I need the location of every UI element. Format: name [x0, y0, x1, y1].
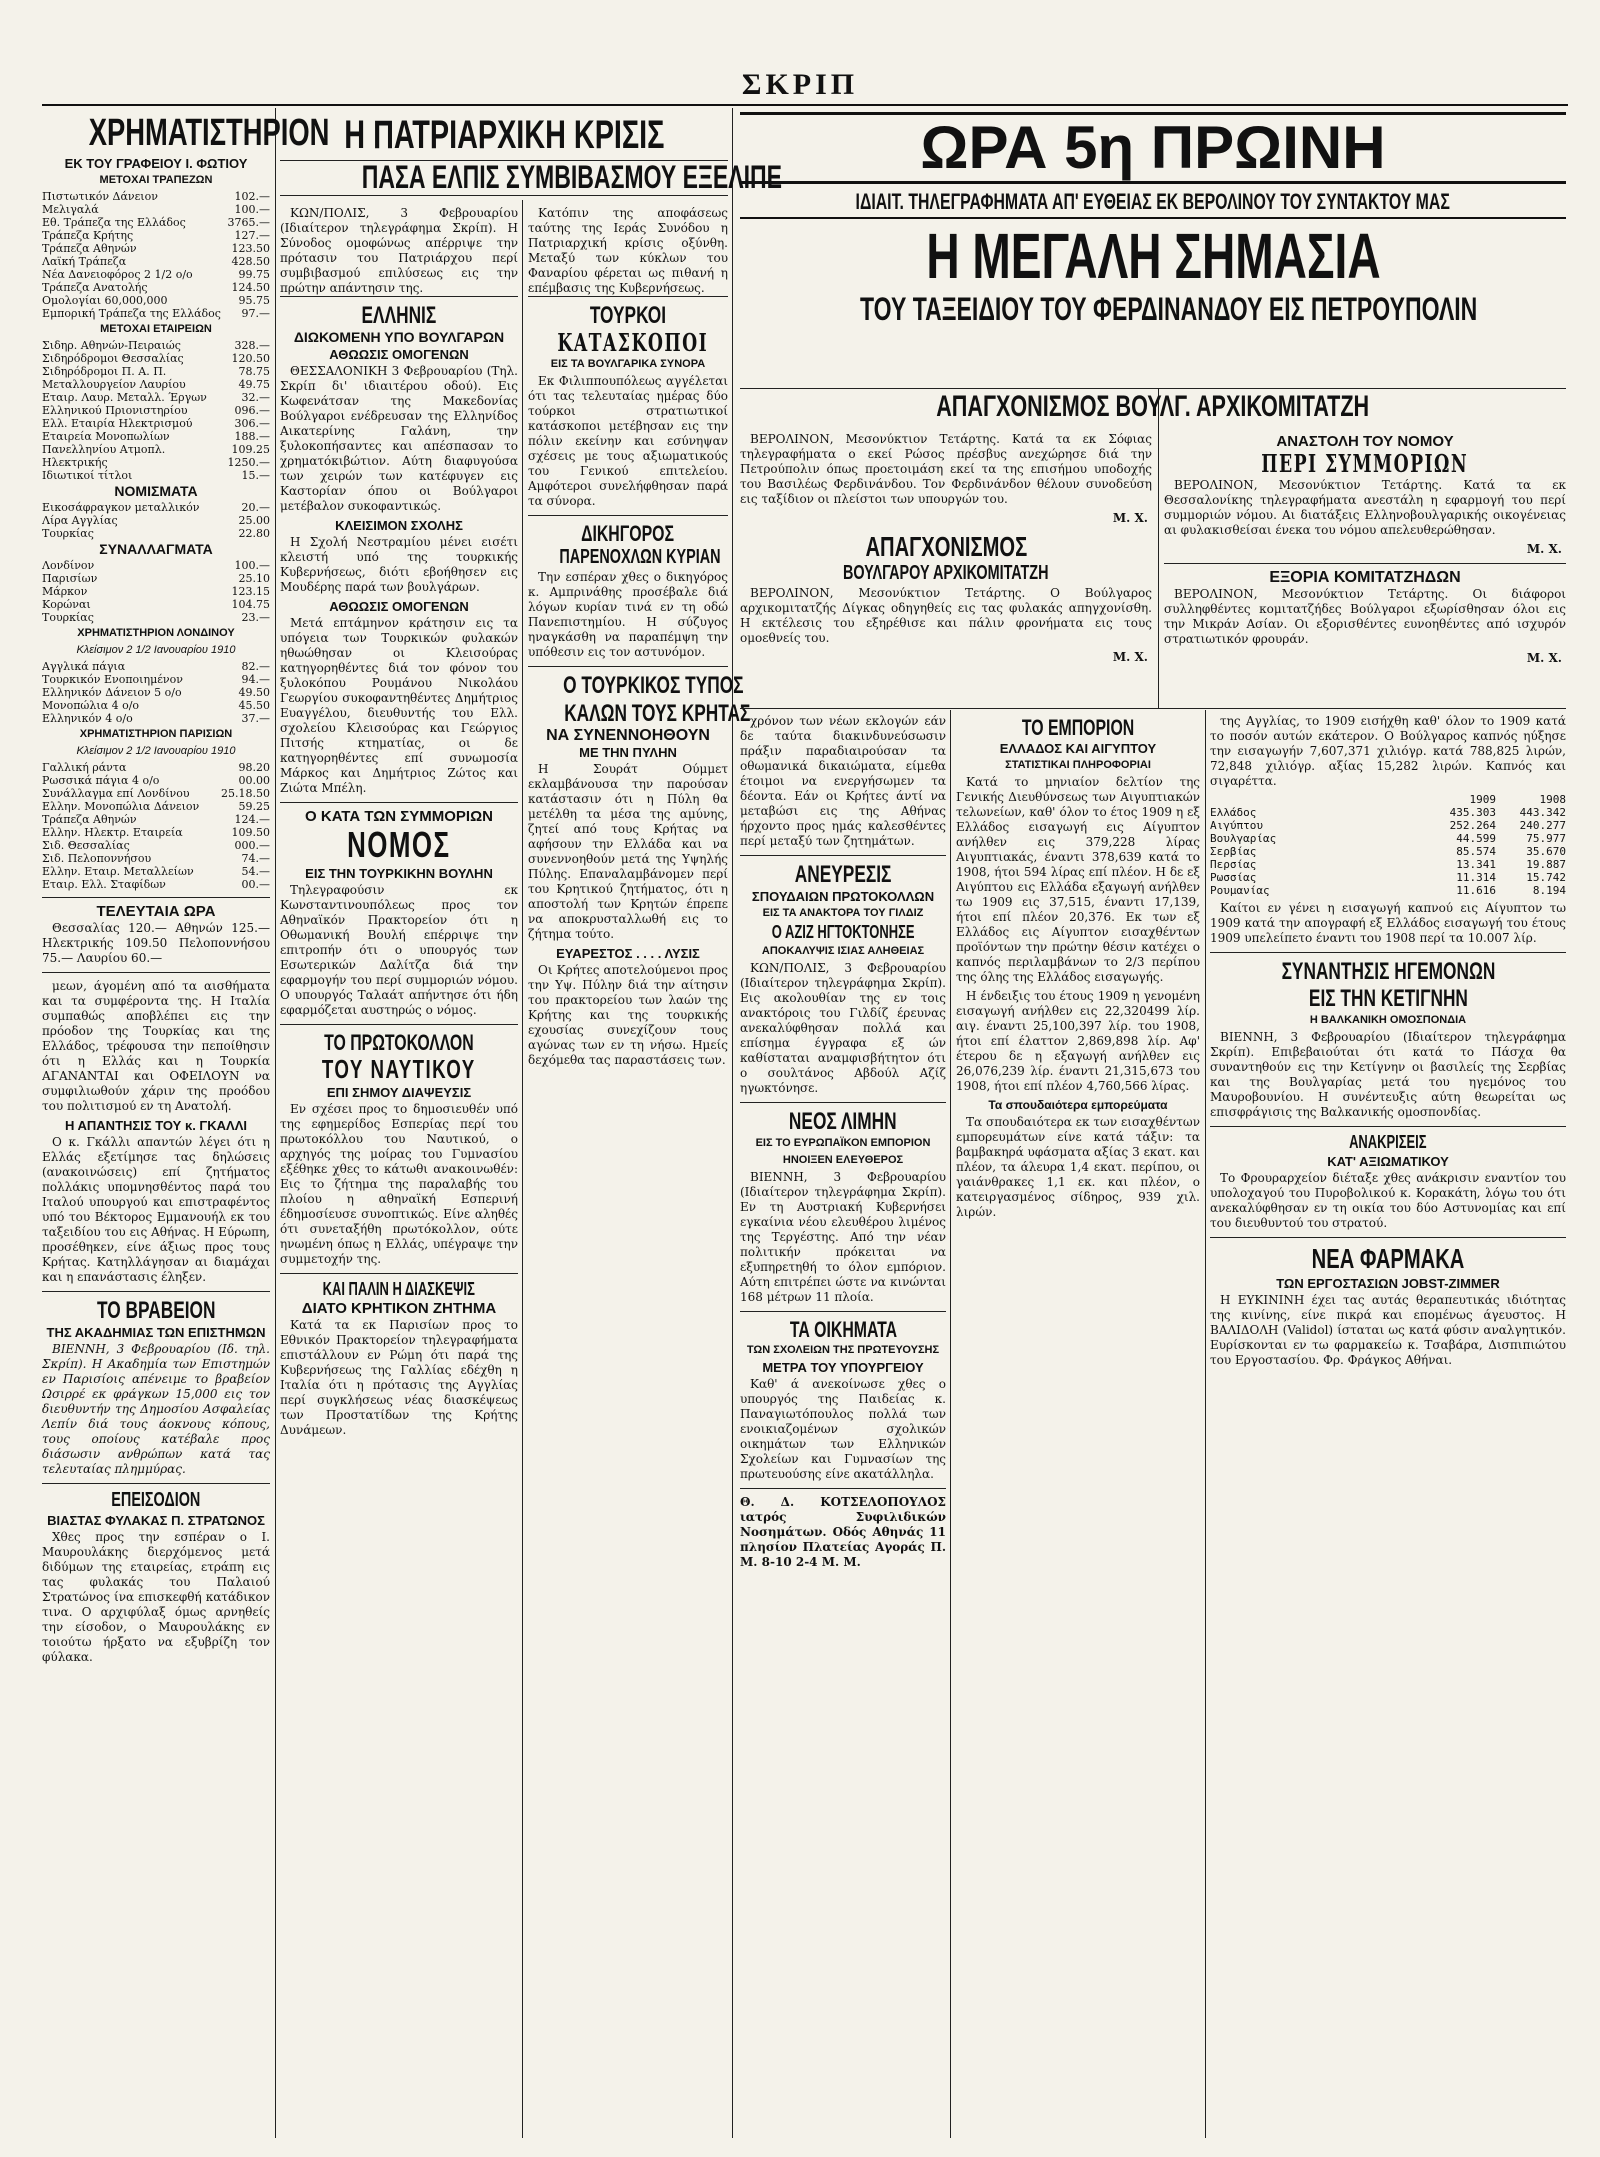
- table-row: Ρωσσίας 11.314 15.742: [1210, 871, 1566, 884]
- exchange-table: [42, 559, 270, 624]
- goods-heading: Τα σπουδαιότερα εμπορεύματα: [988, 1098, 1168, 1113]
- table-row: Ελλ. Εταιρία Ηλεκτρισμού 306.—: [42, 416, 270, 430]
- dawn-edition-title: ΩΡΑ 5η ΠΡΩΙΝΗ: [740, 112, 1566, 184]
- table-row: Πανελληνίου Ατμοπλ. 109.25: [42, 442, 270, 456]
- column-rule: [1205, 710, 1206, 2138]
- london-exchange-heading: ΧΡΗΜΑΤΙΣΤΗΡΙΟΝ ΛΟΝΔΙΝΟΥ: [77, 626, 235, 639]
- spies-subtitle: ΕΙΣ ΤΑ ΒΟΥΛΓΑΡΙΚΑ ΣΥΝΟΡΑ: [550, 358, 706, 371]
- divider: [740, 1488, 946, 1489]
- bank-shares-heading: ΜΕΤΟΧΑΙ ΤΡΑΠΕΖΩΝ: [99, 173, 213, 186]
- signature: Μ. Χ.: [1526, 542, 1562, 557]
- patriarchal-crisis-title: Η ΠΑΤΡΙΑΡΧΙΚΗ ΚΡΙΣΙΣ: [343, 113, 665, 157]
- acquittal-heading-2: ΑΘΩΩΣΙΣ ΟΜΟΓΕΝΩΝ: [329, 599, 469, 615]
- currencies-heading: ΝΟΜΙΣΜΑΤΑ: [114, 482, 198, 499]
- new-drugs-title: ΝΕΑ ΦΑΡΜΑΚΑ: [1311, 1243, 1465, 1275]
- tobacco-table: [1210, 793, 1566, 897]
- meeting-subtitle: ΕΙΣ ΤΗΝ ΚΕΤΙΓΝΗΝ: [1308, 985, 1468, 1013]
- divider: [528, 515, 728, 516]
- divider: [42, 1483, 270, 1484]
- lawyer-text: Την εσπέραν χθες ο δικηγόρος κ. Αμπρινάθης προσέβαλε διά λόγων κυρίαν τινά εν τη οδώ Πανεπιστημίου. Η σύζυγος ηναγκάσθη να παραπέμψη την υπόθεσιν εις τον αστυνόμον.: [528, 570, 728, 660]
- conference-text: Κατά τα εκ Παρισίων προς το Εθνικόν Πρακτορείον τηλεγραφήματα επιστάλλουν εν Ρώμη ότι παρά της Κυβερνήσεως της Γαλλίας εδέχθη η Ιταλία ότι η πρότασις της Αγγλίας περί συγκλήσεως νέας διασκέψεως των Προστατίδων της Κρήτης Δυνάμεων.: [280, 1318, 518, 1438]
- berlin-dispatch-text: ΒΕΡΟΛΙΝΟΝ, Μεσονύκτιον Τετάρτης. Κατά τα εκ Σόφιας τηλεγραφήματα ο εκεί Ρώσος πρέσβυς ανεχώρησε διά την Πετρούπολιν όπως προετοιμάση εκεί τα της επισήμου υποδοχής του Βασιλέως Φερδινάνδου. Τον Φερδινάνδον θέλουν συνοδεύση εις ταξίδιον οι πλείστοι των υπουργών του.: [740, 432, 1152, 506]
- table-row: Μεταλλουργείον Λαυρίου 49.75: [42, 377, 270, 391]
- table-row: Λονδίνον 100.—: [42, 558, 270, 572]
- table-row: Αγγλικά πάγια 82.—: [42, 659, 270, 673]
- section-rule: [740, 708, 1566, 709]
- divider: [42, 1291, 270, 1292]
- column-six: [740, 714, 946, 2138]
- bands-law-title: Ο ΚΑΤΑ ΤΩΝ ΣΥΜΜΟΡΙΩΝ: [305, 808, 493, 826]
- lawyer-subtitle: ΠΑΡΕΝΟΧΛΩΝ ΚΥΡΙΑΝ: [559, 546, 721, 569]
- divider: [280, 802, 518, 803]
- company-shares-table: [42, 339, 270, 482]
- table-row: Μάρκον 123.15: [42, 584, 270, 598]
- patriarchal-crisis-text-left: [280, 206, 518, 295]
- dawn-edition-header: [740, 112, 1566, 388]
- patriarchal-crisis-text-right: [528, 206, 728, 295]
- dawn-edition-strap: ΙΔΙΑΙΤ. ΤΗΛΕΓΡΑΦΗΜΑΤΑ ΑΠ' ΕΥΘΕΙΑΣ ΕΚ ΒΕΡΟΛΙΝΟΥ ΤΟΥ ΣΥΝΤΑΚΤΟΥ ΜΑΣ: [740, 190, 1566, 219]
- greek-woman-subtitle: ΔΙΩΚΟΜΕΝΗ ΥΠΟ ΒΟΥΛΓΑΡΩΝ: [293, 329, 505, 346]
- divider: [528, 296, 728, 297]
- new-drugs-subtitle: ΤΩΝ ΕΡΓΟΣΤΑΣΙΩΝ JOBST-ZIMMER: [1276, 1275, 1500, 1291]
- table-row: Γαλλική ράντα 98.20: [42, 760, 270, 774]
- commerce-text: Κατά το μηνιαίον δελτίον της Γενικής Διευθύνσεως των Αιγυπτιακών τελωνείων, καθ' όλον το έτος 1909 η εξ Ελλάδος εισαγωγή εις Αίγυπτον ανήλθεν εις 379,228 λίρας Αιγυπτιακάς, έναντι 378,639 κατά το 1908, ήτοι 594 λίρας επί πλέον. Η δε εξ Αιγύπτου εις Ελλάδα εξαγωγή ανήλθεν τω 1909 εις 37,515, έναντι 17,139, ήτοι επί πλέον 20,376. Εκ των εξ Ελλάδος εις Αίγυπτον εισαχθέντων προϊόντων την πρώτην θέσιν κατέχει ο καπνός περιλαμβάνων το 2/3 περίπου της όλης της Ελλάδος εισαγωγής.: [956, 775, 1200, 985]
- divider: [528, 666, 728, 667]
- protocol-big: ΤΟΥ ΝΑΥΤΙΚΟΥ: [322, 1054, 476, 1085]
- column-eight: [1210, 714, 1566, 2138]
- hanging-title: ΑΠΑΓΧΟΝΙΣΜΟΣ: [865, 531, 1027, 562]
- table-row: Τράπεζα Κρήτης 127.—: [42, 228, 270, 242]
- column-rule: [950, 710, 951, 2138]
- patriarchal-crisis-subtitle: ΠΑΣΑ ΕΛΠΙΣ ΣΥΜΒΙΒΑΣΜΟΥ ΕΞΕΛΙΠΕ: [280, 160, 728, 196]
- meeting-title: ΣΥΝΑΝΤΗΣΙΣ ΗΓΕΜΟΝΩΝ: [1281, 958, 1495, 985]
- continued-text: χρόνον των νέων εκλογών εάν δε ταύτα διακινδυνεύσωσιν πράξιν παραδιαιρούσαν τα οθωμανικά δικαιώματα, είμεθα έτοιμοι να ενεργήσωμεν τα δέοντα. Εάν οι Κρήτες άντί να μεταβώσι εις της Αθήνας ήρχοντο προς ημάς καλεσθέντες περί μεταξύ των ζητημάτων.: [740, 714, 946, 848]
- incident-title: ΕΠΕΙΣΟΔΙΟΝ: [111, 1489, 201, 1512]
- protocol-title: ΤΟ ΠΡΩΤΟΚΟΛΛΟΝ: [324, 1029, 474, 1055]
- table-row: Τουρκίας 22.80: [42, 526, 270, 540]
- table-row: Ελλην. Ηλεκτρ. Εταιρεία 109.50: [42, 825, 270, 839]
- table-row: Τουρκικόν Ενοποιημένον 94.—: [42, 672, 270, 686]
- table-row: Ομολογίαι 60,000,000 95.75: [42, 293, 270, 307]
- discovery-big: Ο ΑΖΙΖ ΗΓΤΟΚΤΟΝΗΣΕ: [771, 922, 915, 943]
- divider: [1164, 563, 1566, 564]
- table-row: Λαϊκή Τράπεζα 428.50: [42, 254, 270, 268]
- continued-text: μεων, άγομένη από τα αισθήματα και τα συμφέροντα της. Η Ιταλία συμπαθώς αποβλέπει εις την πρόοδον της Τουρκίας και της Ελλάδος, τρέφουσα την πεποίθησιν ότι η Ελλάς και η Τουρκία ΑΓΑΝΑΝΤΑΙ και ΟΦΕΙΛΟΥΝ να συμφιλιωθούν χάριν της προόδου του πολιτισμού εν τη Ανατολή.: [42, 978, 270, 1113]
- commerce-subtitle-2: ΣΤΑΤΙΣΤΙΚΑΙ ΠΛΗΡΟΦΟΡΙΑΙ: [1005, 759, 1151, 772]
- divider: [42, 897, 270, 898]
- paris-date: Κλείσιμον 2 1/2 Ιανουαρίου 1910: [76, 744, 236, 757]
- divider: [42, 972, 270, 973]
- divider: [1210, 1237, 1566, 1238]
- goods-text: Τα σπουδαιότερα εκ των εισαχθέντων εμπορευμάτων είνε κατά τάξιν: τα βαμβακηρά υφάσματα αξίας 3 εκατ. και πλέον, τα άλευρα 1,4 εκατ. περίπου, οι γαιάνθρακες 1,1 εκ. και πλέον, ο κατειργασμένος σίδηρος, 939 χιλ. λιρών.: [956, 1115, 1200, 1220]
- table-row: 1909 1908: [1469, 793, 1566, 806]
- turkish-press-big: ΚΑΛΩΝ ΤΟΥΣ ΚΡΗΤΑΣ: [564, 699, 751, 727]
- tobacco-text-2: Καίτοι εν γένει η εισαγωγή καπνού εις Αίγυπτον τω 1909 κατά την απογραφή εξ Ελλάδος εισαγωγή του έτους 1909 υπελείπετο έναντι του 1908 περί τα 10.007 λίρ.: [1210, 901, 1566, 945]
- table-row: Περσίας 13.341 19.887: [1210, 858, 1566, 871]
- great-significance-title: Η ΜΕΓΑΛΗ ΣΗΜΑΣΙΑ: [925, 220, 1381, 293]
- bands-law-text: Τηλεγραφούσιν εκ Κωνσταντινουπόλεως προς τον Αθηναϊκόν Πρακτορείον ότι η Οθωμανική Βουλή επέρριψε την επιτροπήν ότι ο υπουργός των Εσωτερικών Δαλίτζα διά την εφαρμογήν του περί συμμοριών νόμου. Ο υπουργός Ταλαάτ απήντησε ότι ήδη εφαρμόζεται αυστηρώς ο νόμος.: [280, 882, 518, 1017]
- discovery-subtitle: ΣΠΟΥΔΑΙΩΝ ΠΡΩΤΟΚΟΛΛΩΝ: [751, 889, 935, 905]
- hanging-headline-wrap: [740, 388, 1566, 429]
- table-row: Τράπεζα Ανατολής 124.50: [42, 280, 270, 294]
- commerce-text-2: Η ένδειξις του έτους 1909 η γενομένη εισαγωγή ανήλθεν εις 22,320499 λίρ. αιγ. έναντι 25,100,397 λίρ. του 1908, ήτοι επί έλαττον 2,869,898 λίρ. Αφ' έτερου δε η εξαγωγή ανήλθεν εις 26,076,239 λίρ. έναντι 21,315,673 του 1908, ήτοι επί πλέον 4,760,566 λίρας.: [956, 989, 1200, 1094]
- spies-big: ΚΑΤΑΣΚΟΠΟΙ: [557, 328, 709, 358]
- table-row: Τράπεζα Αθηνών 123.50: [42, 241, 270, 255]
- signature: Μ. Χ.: [1112, 511, 1148, 525]
- new-port-title: ΝΕΟΣ ΛΙΜΗΝ: [789, 1108, 897, 1136]
- table-row: Σιδηρόδρομοι Θεσσαλίας 120.50: [42, 351, 270, 365]
- table-row: Μονοπώλια 4 ο/ο 45.50: [42, 698, 270, 712]
- exile-title: ΕΞΟΡΙΑ ΚΟΜΙΤΑΤΖΗΔΩΝ: [1269, 569, 1461, 587]
- meeting-subtitle-2: Η ΒΑΛΚΑΝΙΚΗ ΟΜΟΣΠΟΝΔΙΑ: [1309, 1014, 1467, 1027]
- discovery-title: ΑΝΕΥΡΕΣΙΣ: [794, 861, 892, 888]
- table-row: Εθ. Τράπεζα της Ελλάδος 3765.—: [42, 215, 270, 229]
- commerce-subtitle: ΕΛΛΑΔΟΣ ΚΑΙ ΑΙΓΥΠΤΟΥ: [999, 741, 1157, 757]
- spies-text: Εκ Φιλιππουπόλεως αγγέλεται ότι τας τελευταίας ημέρας δύο τούρκοι στρατιωτικοί κατάσκοποι μετέβησαν εις την πόλιν εκείνην και εσύνηψαν σχέσεις με τους αξιωματικούς του Γενικού επιτελείου. Αμφότεροι συνελήφθησαν παρά τα σύνορα.: [528, 374, 728, 509]
- patriarchal-crisis-headline: [280, 112, 782, 202]
- school-closure-text: Η Σχολή Νεστραμίου μένει εισέτι κλειστή υπό της τουρκικής Κυβερνήσεως, διότι εβοήθησεν εις Μουδέρης παρά των βουλγάρων.: [280, 535, 518, 595]
- last-hour-text: Θεσσαλίας 120.— Αθηνών 125.— Ηλεκτρικής 109.50 Πελοποννήσου 75.— Λαυρίου 60.—: [42, 920, 270, 965]
- buildings-text: Καθ' ά ανεκοίνωσε χθες ο υπουργός της Παιδείας κ. Παναγιωτόπουλος πολλά των ενοικιαζομένων σχολικών οικημάτων των Ελληνικών Σχολείων και Γυμνασίων της πρωτευούσης είνε ακατάλληλα.: [740, 1377, 946, 1482]
- table-row: Ιδιωτικοί τίτλοι 15.—: [42, 468, 270, 482]
- petersburg-trip-title: ΤΟΥ ΤΑΞΕΙΔΙΟΥ ΤΟΥ ΦΕΡΔΙΝΑΝΔΟΥ ΕΙΣ ΠΕΤΡΟΥΠΟΛΙΝ: [860, 291, 1478, 328]
- inquiries-text: Το Φρουραρχείον διέταξε χθες ανάκρισιν εναντίον του υπολοχαγού του Πυροβολικού κ. Κορακάτη, λόγω του ότι ανεκαλύφθησαν εν τη οικία του δύο Αστυνομίας και επί του διευθυντού του στρατού.: [1210, 1171, 1566, 1231]
- turkish-press-subtitle: ΝΑ ΣΥΝΕΝΝΟΗΘΟΥΝ: [546, 726, 710, 744]
- table-row: Νέα Δανειοφόρος 2 1/2 ο/ο 99.75: [42, 267, 270, 281]
- paris-table: [42, 761, 270, 891]
- inquiries-title: ΑΝΑΚΡΙΣΕΙΣ: [1349, 1132, 1427, 1153]
- table-row: Ελλην. Μονοπώλια Δάνειον 59.25: [42, 799, 270, 813]
- table-row: Μελιγαλά 100.—: [42, 202, 270, 216]
- doctor-ad: Θ. Δ. ΚΟΤΣΕΛΟΠΟΥΛΟΣ ιατρός Συφιλιδικών Νοσημάτων. Οδός Αθηνάς 11 πλησίον Πλατείας Αγοράς Π. Μ. 8-10 2-4 Μ. Μ.: [740, 1495, 946, 1570]
- markets-title: ΧΡΗΜΑΤΙΣΤΗΡΙΟΝ: [88, 112, 330, 154]
- suspension-big: ΠΕΡΙ ΣΥΜΜΟΡΙΩΝ: [1261, 449, 1469, 478]
- table-row: Τράπεζα Αθηνών 124.—: [42, 812, 270, 826]
- hanging-text: ΒΕΡΟΛΙΝΟΝ, Μεσονύκτιον Τετάρτης. Ο Βούλγαρος αρχικομιτατζής Δίγκας οδηγηθείς εις τας φυλακάς απηγχονίσθη. Η εκτέλεσις του εξηρέθισε και πάλιν φρονήματα εις τους ομοεθνείς του.: [740, 586, 1152, 646]
- turkish-press-subtitle-2: ΜΕ ΤΗΝ ΠΥΛΗΝ: [579, 744, 677, 760]
- suspension-text: ΒΕΡΟΛΙΝΟΝ, Μεσονύκτιον Τετάρτης. Κατά τα εκ Θεσσαλονίκης τηλεγραφήματα ανεστάλη η εφαρμογή του περί συμμοριών νόμου. Αι διατάξεις Ελληνοβουλγαρικής οικογένειας αι φυλακισθείσαι ένεκα του νόμου απελευθερώθησαν.: [1164, 478, 1566, 538]
- table-row: Εμπορική Τράπεζα της Ελλάδος 97.—: [42, 306, 270, 320]
- table-row: Συνάλλαγμα επί Λονδίνου 25.18.50: [42, 786, 270, 800]
- table-row: Εικοσάφραγκον μεταλλικόν 20.—: [42, 500, 270, 514]
- pleasant-solution-heading: ΕΥΑΡΕΣΤΟΣ . . . . ΛΥΣΙΣ: [556, 945, 700, 961]
- column-three: [528, 290, 751, 2138]
- company-shares-heading: ΜΕΤΟΧΑΙ ΕΤΑΙΡΕΙΩΝ: [100, 322, 212, 335]
- divider: [740, 1102, 946, 1103]
- table-row: Ηλεκτρικής 1250.—: [42, 455, 270, 469]
- turkish-press-title: Ο ΤΟΥΡΚΙΚΟΣ ΤΥΠΟΣ: [563, 672, 744, 700]
- london-date: Κλείσιμον 2 1/2 Ιανουαρίου 1910: [76, 643, 236, 656]
- table-row: Λίρα Αγγλίας 25.00: [42, 513, 270, 527]
- table-row: Αιγύπτου 252.264 240.277: [1210, 819, 1566, 832]
- table-row: Σιδ. Θεσσαλίας 000.—: [42, 838, 270, 852]
- divider: [1210, 952, 1566, 953]
- new-port-text: ΒΙΕΝΝΗ, 3 Φεβρουαρίου (Ιδιαίτερον τηλεγράφημα Σκρίπ). Εν τη Αυστριακή Κυβερνήσει εγκαίνια νέου ελευθέρου λιμένος της Τεργέστης. Από την νέαν πολιτικήν πρόκειται να εξυπηρετηθή το όλον εμπόριον. Αύτη επιτρέπει ώστε να κινώνται 168 μέτρων 11 πλοία.: [740, 1170, 946, 1305]
- paris-exchange-heading: ΧΡΗΜΑΤΙΣΤΗΡΙΟΝ ΠΑΡΙΣΙΩΝ: [79, 727, 233, 740]
- greek-woman-title: ΕΛΛΗΝΙΣ: [361, 302, 437, 329]
- table-row: Σερβίας 85.574 35.670: [1210, 845, 1566, 858]
- column-two: [280, 290, 518, 2138]
- column-markets: [42, 112, 330, 2142]
- table-row: Εταιρ. Λαυρ. Μεταλλ. Έργων 32.—: [42, 390, 270, 404]
- bands-law-big: ΝΟΜΟΣ: [347, 824, 451, 866]
- incident-text: Χθες προς την εσπέραν ο Ι. Μαυρουλάκης διερχόμενος μετά διδύμων της εταιρείας, ετράπη εις τας φυλακάς του Παλαιού Στρατώνος ίνα επισκεφθή κατάδικον τινα. Ο αρχιφύλαξ όμως αρνηθείς την είσοδον, ο Μαυρουλάκης εν τοιούτω ήρξατο να εξυβρίζη τον φύλακα.: [42, 1530, 270, 1665]
- turkish-press-text: Η Σουράτ Ούμμετ εκλαμβάνουσα την παρούσαν κατάστασιν ότι η Πύλη θα μετέλθη τα μέσα της αμύνης, ζητεί από τους Κρήτας να αφήσουν την Ελλάδα και να συνεννοηθούν μετά της Υψηλής Πύλης. Επαναλαμβάνομεν περί του Κρητικού ζητήματος, ότι η αποστολή των Κρητών έπρεπε να αποκρυσταλλωθή εις το ζήτημα τούτο.: [528, 761, 728, 941]
- bands-law-subtitle: ΕΙΣ ΤΗΝ ΤΟΥΡΚΙΚΗΝ ΒΟΥΛΗΝ: [305, 865, 493, 881]
- table-row: Ελληνικόν 4 ο/ο 37.—: [42, 711, 270, 725]
- conference-title: ΚΑΙ ΠΑΛΙΝ Η ΔΙΑΣΚΕΨΙΣ: [322, 1279, 476, 1300]
- galli-reply-text: Ο κ. Γκάλλι απαντών λέγει ότι η Ελλάς εξετίμησε τας δηλώσεις (ανακοινώσεις) επί ζητήματος πολλάκις υπομνησθέντος παρά του Ιταλού υπουργού και επιστραφέντος υπό του Βέκτορος Εμμανουήλ εκ του ταξειδίου του εις Αθήνας. Η Εύρωπη, προσέθηκεν, είνε άξιως προς τους Κρήτας. Κατηλλάγησαν αι διαμάχαι και η επανάστασις έληξεν.: [42, 1134, 270, 1284]
- divider: [280, 1024, 518, 1025]
- inquiries-subtitle: ΚΑΤ' ΑΞΙΩΜΑΤΙΚΟΥ: [1327, 1154, 1449, 1170]
- london-table: [42, 660, 270, 725]
- divider: [280, 1273, 518, 1274]
- bank-shares-table: [42, 190, 270, 320]
- column-rule: [732, 108, 733, 2138]
- suspension-col: [1164, 432, 1566, 708]
- column-rule: [522, 200, 523, 2138]
- divider: [1210, 1126, 1566, 1127]
- table-row: Παρισίων 25.10: [42, 571, 270, 585]
- table-row: Ελλην. Εταιρ. Μεταλλείων 54.—: [42, 864, 270, 878]
- hanging-headline: ΑΠΑΓΧΟΝΙΣΜΟΣ ΒΟΥΛΓ. ΑΡΧΙΚΟΜΙΤΑΤΖΗ: [936, 390, 1370, 423]
- table-row: Ελληνικόν Δάνειον 5 ο/ο 49.50: [42, 685, 270, 699]
- pleasant-solution-text: Οι Κρήτες αποτελούμενοι προς την Υψ. Πύλην διά την αίτησιν του πρακτορείου των λαών της Κρήτης και της τουρκικής εχουσίας συνεχίζουν τους αγώνας των εν τη νήσω. Ημείς δεχόμεθα τας παραστάσεις των.: [528, 962, 728, 1067]
- table-row: Σιδηρ. Αθηνών-Πειραιώς 328.—: [42, 338, 270, 352]
- new-drugs-text: Η ΕΥΚΙΝΙΝΗ έχει τας αυτάς θεραπευτικάς ιδιότητας της κινίνης, είνε πικρά και επομένως άγευστος. Η ΒΑΛΙΔΟΛΗ (Validol) ίσταται ως κατά φύσιν αναλγητικόν. Ευρίσκονται εν τω φαρμακείω κ. Τσαβάρα, Δισπιπιώτου του Εργοστασίου. Φρ. Φράγκος Αθήναι.: [1210, 1292, 1566, 1367]
- table-row: Κορώναι 104.75: [42, 597, 270, 611]
- column-rule: [275, 108, 276, 2138]
- table-row: Εταιρεία Μονοπωλίων 188.—: [42, 429, 270, 443]
- markets-subtitle: ΕΚ ΤΟΥ ΓΡΑΦΕΙΟΥ Ι. ΦΩΤΙΟΥ: [64, 155, 248, 171]
- prize-subtitle: ΤΗΣ ΑΚΑΔΗΜΙΑΣ ΤΩΝ ΕΠΙΣΤΗΜΩΝ: [46, 1325, 266, 1341]
- protocol-text: Εν σχέσει προς το δημοσιευθέν υπό της εφημερίδος Εσπερίας περί του πρωτοκόλλου του Ναυτικού, ο αρχηγός της μοίρας του Γυμνασίου εξέθηκε χθες το κάτωθι ανακοινωθέν: Εις το ζήτημα της παραλαβής του πλοίου η αθηναϊκή Εσπερινή έδημοσίευσε συνοπτικώς. Είνε αληθές ότι συνεταξήθη πρωτόκολλον, ούτε ηνωμένη όπως η Ελλάς, υπέγραψε την συμμετοχήν της.: [280, 1102, 518, 1267]
- lawyer-title: ΔΙΚΗΓΟΡΟΣ: [581, 521, 675, 547]
- column-rule: [1158, 388, 1159, 708]
- table-row: Τουρκίας 23.—: [42, 610, 270, 624]
- greek-woman-text: ΘΕΣΣΑΛΟΝΙΚΗ 3 Φεβρουαρίου (Τηλ. Σκρίπ δι' ιδιαιτέρου οδού). Εις Κωφενάτσαν της Μακεδονίας Βούλγαροι ενέδρευσαν της Ελληνίδος Αικατερίνης Γαλάνη, την ξυλοκοπήσαντες και απέσπασαν το χρηματόκιβώτιον. Αύτη διαφυγούσα των χειρών των κατέφυγεν εις Καστορίαν όπου οι Βούλγαροι μετέβαλον συκοφαντικώς.: [280, 364, 518, 514]
- discovery-text: ΚΩΝ/ΠΟΛΙΣ, 3 Φεβρουαρίου (Ιδιαίτερον τηλεγράφημα Σκρίπ). Εις ακολουθίαν της εν τοις ανακτόροις του Γιλδίζ έρευνας ανεκαλύφθησαν πολλά και επίσημα έγγραφα εξ ών καθίσταται αναμφισβήτητον ότι ο σουλτάνος Αβδούλ Αζίζ ηγωκτόνησε.: [740, 961, 946, 1096]
- turks-title: ΤΟΥΡΚΟΙ: [589, 302, 667, 329]
- divider: [740, 855, 946, 856]
- buildings-subtitle-2: ΜΕΤΡΑ ΤΟΥ ΥΠΟΥΡΓΕΙΟΥ: [762, 1360, 924, 1376]
- currencies-table: [42, 501, 270, 540]
- suspension-title: ΑΝΑΣΤΟΛΗ ΤΟΥ ΝΟΜΟΥ: [1276, 433, 1454, 450]
- table-row: Πιστωτικόν Δάνειον 102.—: [42, 189, 270, 203]
- new-port-subtitle-2: ΗΝΟΙΞΕΝ ΕΛΕΥΘΕΡΟΣ: [782, 1154, 904, 1167]
- signature: Μ. Χ.: [1112, 650, 1148, 665]
- table-row: Ελληνικού Πριονιστηρίου 096.—: [42, 403, 270, 417]
- acquittal-heading: ΑΘΩΩΣΙΣ ΟΜΟΓΕΝΩΝ: [329, 347, 469, 363]
- hanging-subtitle: ΒΟΥΛΓΑΡΟΥ ΑΡΧΙΚΟΜΙΤΑΤΖΗ: [843, 562, 1049, 585]
- buildings-title: ΤΑ ΟΙΚΗΜΑΤΑ: [789, 1317, 897, 1343]
- table-row: Ελλάδος 435.303 443.342: [1210, 806, 1566, 819]
- conference-subtitle: ΔΙΑΤΟ ΚΡΗΤΙΚΟΝ ΖΗΤΗΜΑ: [301, 1300, 497, 1318]
- discovery-subtitle-2: ΕΙΣ ΤΑ ΑΝΑΚΤΟΡΑ ΤΟΥ ΓΙΛΔΙΖ: [762, 907, 924, 920]
- discovery-small: ΑΠΟΚΑΛΥΨΙΣ ΙΣΙΑΣ ΑΛΗΘΕΙΑΣ: [761, 945, 925, 958]
- table-row: Ρουμανίας 11.616 8.194: [1210, 884, 1566, 897]
- column-seven: [956, 714, 1200, 2138]
- tobacco-text: της Αγγλίας, το 1909 εισήχθη καθ' όλον το 1909 κατά το ποσόν αυτών εκάτερον. Ο Βούλγαρος καπνός ηύξησε την εισαγωγήν 7,607,371 χιλιόγρ. κατά 788,825 λιρών, 72,848 χιλιόγρ. αξίας 15,282 λιρών. Καπνός και σιγαρέττα.: [1210, 714, 1566, 788]
- last-hour-heading: ΤΕΛΕΥΤΑΙΑ ΩΡΑ: [96, 902, 216, 920]
- exile-text: ΒΕΡΟΛΙΝΟΝ, Μεσονύκτιον Τετάρτης. Οι διάφοροι συλληφθέντες κομιτατζήδες Βούλγαροι εξωρίσθησαν όλοι εις την Μικράν Ασίαν. Οι εξορισθέντες ευνοηθέντες από ισχυρόν στρατιωτικόν φρουράν.: [1164, 587, 1566, 647]
- signature: Μ. Χ.: [1526, 651, 1562, 666]
- acquittal-text: Μετά επτάμηνον κράτησιν εις τα υπόγεια των Τουρκικών φυλακών ηθωώθησαν οι Κλεισούρας κατηγορηθέντες διά τον φόνον του ξυλοκόπου Ρουμάνου Νικολάου Γεωργίου συκοφαντηθέντες Δημήτριος Ευαγγέλου, διευθυντής του Ελλ. σχολείου Κλεισούρας και Γεώργιος Πιτσής κτηματίας, οι δε κατηγορηθέντες επί συνωμοσία Μάρκος και Δημήτριος Ζώτος και Ζιώτα Μπέλη.: [280, 616, 518, 796]
- galli-reply-heading: Η ΑΠΑΝΤΗΣΙΣ ΤΟΥ κ. ΓΚΑΛΛΙ: [65, 1117, 247, 1133]
- prize-title: ΤΟ ΒΡΑΒΕΙΟΝ: [96, 1296, 216, 1324]
- commerce-title: ΤΟ ΕΜΠΟΡΙΟΝ: [1021, 715, 1135, 740]
- prize-text: ΒΙΕΝΝΗ, 3 Φεβρουαρίου (Ιδ. τηλ. Σκρίπ). Η Ακαδημία των Επιστημών εν Παρισίοις απένειμε το βραβείον Ωσιρρέ εκ φράγκων 15,000 εις τον διευθυντήν της Δημοσίου Ασφαλείας Λεπίν διά τους άοκνους κόπους, τους οποίους κατέβαλε προς διάσωσιν ανθρώπων κατά τας τελευταίας πλημμύρας.: [42, 1342, 270, 1477]
- divider: [740, 1311, 946, 1312]
- table-row: Βουλγαρίας 44.599 75.977: [1210, 832, 1566, 845]
- table-row: Σιδ. Πελοποννήσου 74.—: [42, 851, 270, 865]
- berlin-dispatch-col: [740, 432, 1152, 708]
- table-row: Σιδηρόδρομοι Π. Α. Π. 78.75: [42, 364, 270, 378]
- article-text: Κατόπιν της αποφάσεως ταύτης της Ιεράς Συνόδου η Πατριαρχική κρίσις οξύνθη. Μεταξύ των κύκλων του Φαναρίου φέρεται ως πιθανή η επέμβασις της Κυβερνήσεως.: [528, 206, 728, 295]
- exchange-heading: ΣΥΝΑΛΛΑΓΜΑΤΑ: [99, 540, 213, 557]
- masthead: ΣΚΡΙΠ: [741, 68, 859, 101]
- table-row: Ρωσσικά πάγια 4 ο/ο 00.00: [42, 773, 270, 787]
- article-text: ΚΩΝ/ΠΟΛΙΣ, 3 Φεβρουαρίου (Ιδιαίτερον τηλεγράφημα Σκρίπ). Η Σύνοδος ομοφώνως απέρριψε την πρότασιν του Πατριάρχου περί συμβιβασμού επιλύσεως εις την πρώτην απάντησιν της.: [280, 206, 518, 295]
- incident-subtitle: ΒΙΑΣΤΑΣ ΦΥΛΑΚΑΣ Π. ΣΤΡΑΤΩΝΟΣ: [47, 1513, 265, 1529]
- school-closure-heading: ΚΛΕΙΣΙΜΟΝ ΣΧΟΛΗΣ: [335, 518, 463, 534]
- table-row: Εταιρ. Ελλ. Σταφίδων 00.—: [42, 877, 270, 891]
- protocol-subtitle: ΕΠΙ ΣΗΜΟΥ ΔΙΑΨΕΥΣΙΣ: [326, 1085, 472, 1101]
- divider: [280, 296, 518, 297]
- buildings-subtitle: ΤΩΝ ΣΧΟΛΕΙΩΝ ΤΗΣ ΠΡΩΤΕΥΟΥΣΗΣ: [746, 1344, 940, 1357]
- masthead-rule: [42, 104, 1568, 106]
- meeting-text: ΒΙΕΝΝΗ, 3 Φεβρουαρίου (Ιδιαίτερον τηλεγράφημα Σκρίπ). Επιβεβαιούται ότι κατά το Πάσχα θα συναντηθούν εις την Κετίγνην οι βασιλείς της Σερβίας και της Βουλγαρίας μετά του ηγεμόνος του Μαυροβουνίου. Η συνέντευξις αύτη θεωρείται ως επισφράγισις της Βαλκανικής ομοσπονδίας.: [1210, 1030, 1566, 1120]
- new-port-subtitle: ΕΙΣ ΤΟ ΕΥΡΩΠΑΪΚΟΝ ΕΜΠΟΡΙΟΝ: [755, 1137, 931, 1150]
